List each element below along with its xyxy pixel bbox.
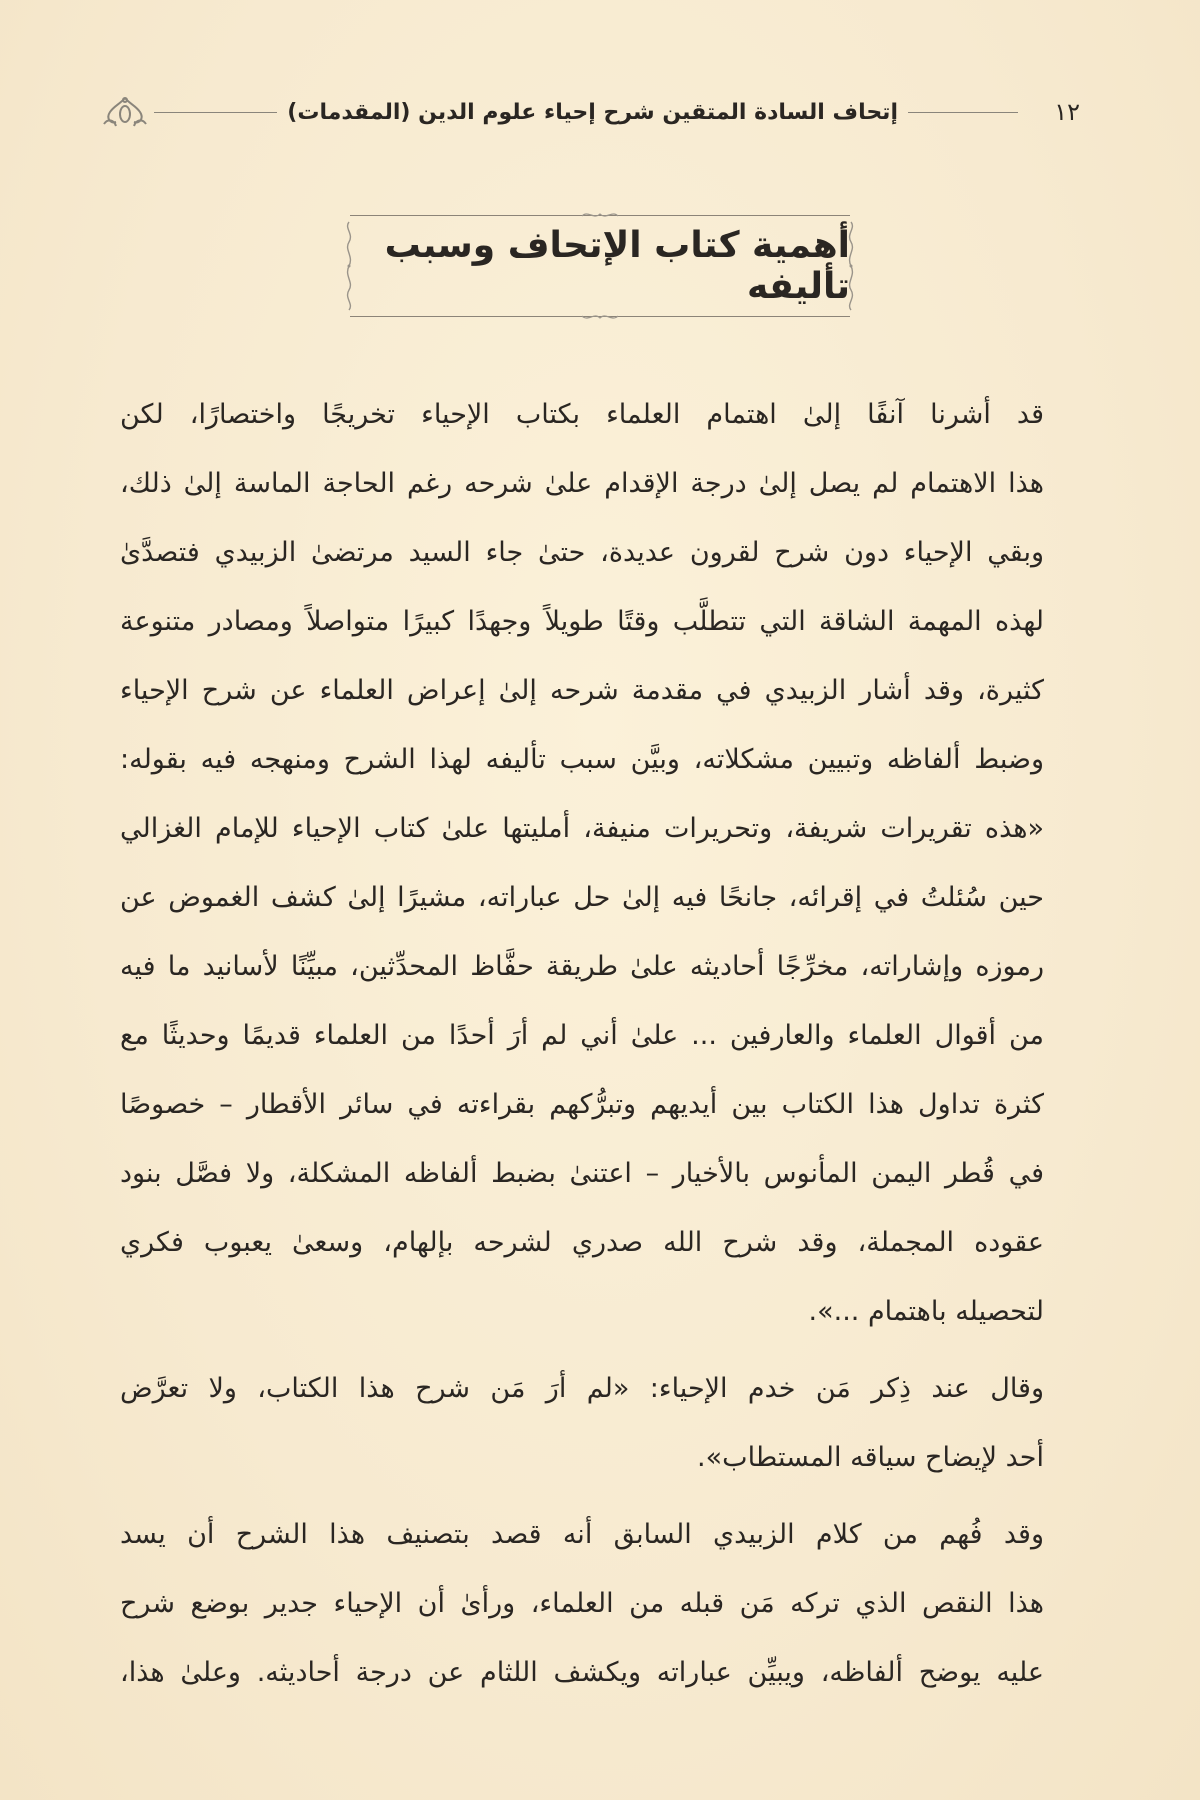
text-line: في قُطر اليمن المأنوس بالأخيار – اعتنىٰ بضبط ألفاظه المشكلة، ولا فصَّل بنود	[120, 1158, 1044, 1189]
section-title-frame	[350, 215, 850, 317]
body-text	[120, 380, 1080, 1707]
text-line: لهذه المهمة الشاقة التي تتطلَّب وقتًا طويلاً وجهدًا كبيرًا متواصلاً ومصادر متنوعة	[120, 606, 1044, 637]
text-line: وبقي الإحياء دون شرح لقرون عديدة، حتىٰ جاء السيد مرتضىٰ الزبيدي فتصدَّىٰ	[120, 537, 1044, 568]
text-line: هذا الاهتمام لم يصل إلىٰ درجة الإقدام علىٰ شرحه رغم الحاجة الماسة إلىٰ ذلك،	[120, 468, 1044, 499]
text-line: رموزه وإشاراته، مخرِّجًا أحاديثه علىٰ طريقة حفَّاظ المحدِّثين، مبيِّنًا لأسانيد ما فيه	[120, 951, 1044, 982]
text-line: «هذه تقريرات شريفة، وتحريرات منيفة، أمليتها علىٰ كتاب الإحياء للإمام الغزالي	[120, 813, 1044, 844]
text-line: حين سُئلتُ في إقرائه، جانحًا فيه إلىٰ حل عباراته، مشيرًا إلىٰ كشف الغموض عن	[120, 882, 1044, 913]
frame-top-ornament-icon	[580, 210, 620, 220]
text-line: عليه يوضح ألفاظه، ويبيِّن عباراته ويكشف اللثام عن درجة أحاديثه. وعلىٰ هذا،	[120, 1657, 1044, 1688]
text-line: لتحصيله باهتمام ...».	[808, 1296, 1044, 1327]
paragraph-1	[120, 380, 1080, 1346]
frame-ornament-icon	[844, 216, 858, 316]
frame-ornament-icon	[342, 216, 356, 316]
floral-ornament-icon	[100, 94, 150, 130]
text-line: وقد فُهم من كلام الزبيدي السابق أنه قصد بتصنيف هذا الشرح أن يسد	[120, 1519, 1044, 1550]
header-rule-left	[154, 112, 277, 113]
paragraph-2	[120, 1354, 1080, 1492]
text-line: من أقوال العلماء والعارفين ... علىٰ أني لم أرَ أحدًا من العلماء قديمًا وحديثًا مع	[120, 1020, 1044, 1051]
text-line: كثيرة، وقد أشار الزبيدي في مقدمة شرحه إلىٰ إعراض العلماء عن شرح الإحياء	[120, 675, 1044, 706]
section-title: أهمية كتاب الإتحاف وسبب تأليفه	[384, 225, 850, 307]
page-number: ١٢	[1054, 98, 1080, 126]
running-title: إتحاف السادة المتقين شرح إحياء علوم الدين (المقدمات)	[287, 99, 898, 125]
text-line: عقوده المجملة، وقد شرح الله صدري لشرحه بإلهام، وسعىٰ يعبوب فكري	[120, 1227, 1044, 1258]
frame-bottom-ornament-icon	[580, 312, 620, 322]
header-rule-right	[908, 112, 1018, 113]
running-header	[100, 92, 1080, 132]
paragraph-3	[120, 1500, 1080, 1707]
text-line: أحد لإيضاح سياقه المستطاب».	[697, 1442, 1044, 1473]
text-line: وقال عند ذِكر مَن خدم الإحياء: «لم أرَ مَن شرح هذا الكتاب، ولا تعرَّض	[120, 1373, 1044, 1404]
text-line: وضبط ألفاظه وتبيين مشكلاته، وبيَّن سبب تأليفه لهذا الشرح ومنهجه فيه بقوله:	[120, 744, 1044, 775]
text-line: كثرة تداول هذا الكتاب بين أيديهم وتبرُّكهم بقراءته في سائر الأقطار – خصوصًا	[120, 1089, 1044, 1120]
text-line: هذا النقص الذي تركه مَن قبله من العلماء، ورأىٰ أن الإحياء جدير بوضع شرح	[120, 1588, 1044, 1619]
text-line: قد أشرنا آنفًا إلىٰ اهتمام العلماء بكتاب الإحياء تخريجًا واختصارًا، لكن	[120, 399, 1044, 430]
